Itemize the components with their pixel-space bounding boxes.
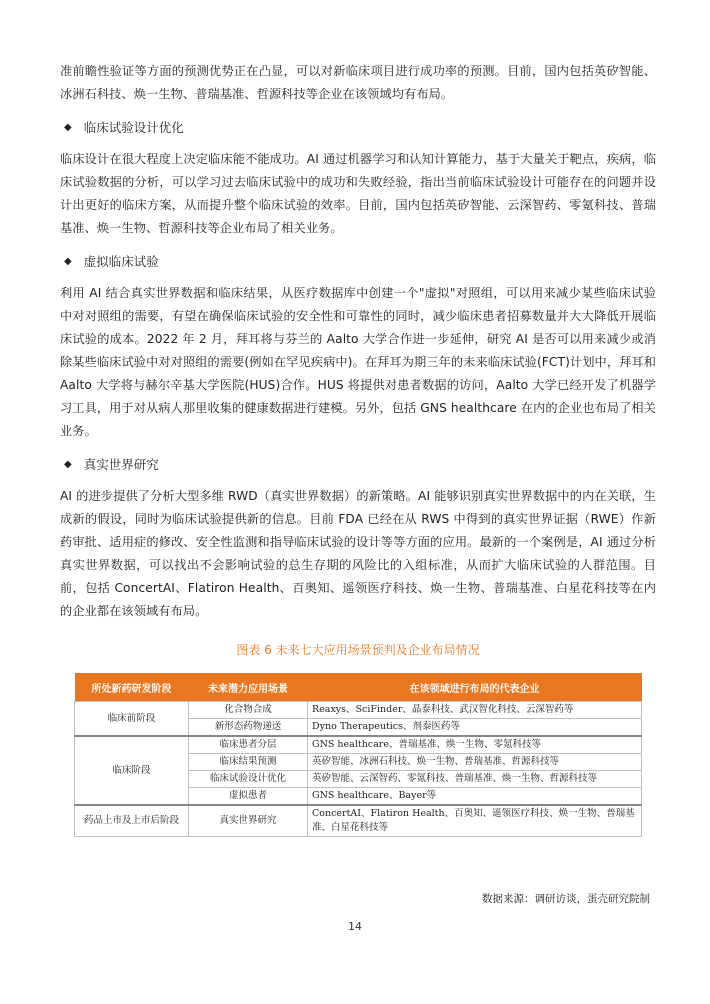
scene-cell: 真实世界研究	[189, 805, 308, 837]
table-header-row	[75, 673, 642, 702]
table-row	[75, 702, 642, 719]
companies-cell: Dyno Therapeutics、剂泰医药等	[308, 719, 642, 737]
heading-text: 虚拟临床试验	[83, 254, 159, 269]
companies-cell: 英矽智能、云深智药、零氪科技、普瑞基准、焕一生物、哲源科技等	[308, 771, 642, 788]
section-heading-virtual-trial	[60, 250, 656, 272]
paragraph-trial-design: 临床设计在很大程度上决定临床能不能成功。AI 通过机器学习和认知计算能力，基于大量关于靶点，疾病，临床试验数据的分析，可以学习过去临床试验中的成功和失败经验，指出当前临床试验设计可能存在的问题并设计出更好的临床方案，从而提升整个临床试验的效率。目前，国内包括英矽智能、云深智药、零氪科技、普瑞基准、焕一生物、哲源科技等企业布局了相关业务。	[60, 152, 656, 235]
scene-cell: 临床试验设计优化	[189, 771, 308, 788]
paragraph-virtual-trial: 利用 AI 结合真实世界数据和临床结果，从医疗数据库中创建一个"虚拟"对照组，可以用来减少某些临床试验中对对照组的需要，有望在确保临床试验的安全性和可靠性的同时，减少临床患者招募数量并大大降低开展临床试验的成本。2022 年 2 月，拜耳将与芬兰的 Aalto 大学合作进一步延伸，研究 AI 是否可以用来减少或消除某些临床试验中对对照组的需要(例如在罕见疾病中)。在拜耳为期三年的未来临床试验(FCT)计划中，拜耳和 Aalto 大学将与赫尔辛基大学医院(HUS)合作。HUS 将提供对患者数据的访问，Aalto 大学已经开发了机器学习工具，用于对从病人那里收集的健康数据进行建模。另外，包括 GNS healthcare 在内的企业也布局了相关业务。	[60, 286, 657, 438]
table-row	[75, 805, 642, 837]
header-cell-stage: 所处新药研发阶段	[75, 673, 189, 702]
companies-cell: GNS healthcare、普瑞基准、焕一生物、零氪科技等	[308, 736, 642, 754]
diamond-bullet-icon: ◆	[64, 255, 72, 267]
scene-cell: 临床结果预测	[189, 754, 308, 771]
page-content	[60, 60, 656, 837]
stage-cell-post-market: 药品上市及上市后阶段	[75, 805, 189, 837]
companies-cell: Reaxys、SciFinder、晶泰科技、武汉智化科技、云深智药等	[308, 702, 642, 719]
section-heading-real-world	[60, 453, 656, 475]
scene-cell: 新形态药物递送	[189, 719, 308, 737]
stage-cell-preclinical: 临床前阶段	[75, 702, 189, 737]
paragraph-prediction: 准前瞻性验证等方面的预测优势正在凸显，可以对新临床项目进行成功率的预测。目前，国内包括英矽智能、冰洲石科技、焕一生物、普瑞基准、哲源科技等企业在该领域均有布局。	[60, 64, 656, 101]
companies-cell: GNS healthcare、Bayer等	[308, 788, 642, 806]
paragraph-real-world: AI 的进步提供了分析大型多维 RWD（真实世界数据）的新策略。AI 能够识别真实世界数据中的内在关联，生成新的假设，同时为临床试验提供新的信息。目前 FDA 已经在从 RWS 中得到的真实世界证据（RWE）作新药审批、适用症的修改、安全性监测和指导临床试验的设计等等方面的应用。最新的一个案例是，AI 通过分析真实世界数据，可以找出不会影响试验的总生存期的风险比的入组标准，从而扩大临床试验的人群范围。目前，包括 ConcertAI、Flatiron Health、百奥知、遥领医疗科技、焕一生物、普瑞基准、白星花科技等在内的企业都在该领域有布局。	[60, 489, 656, 618]
section-heading-trial-design	[60, 116, 656, 138]
scene-cell: 化合物合成	[189, 702, 308, 719]
scene-cell: 虚拟患者	[189, 788, 308, 806]
scenario-table	[74, 673, 642, 837]
figure-caption: 图表 6 未来七大应用场景预判及企业布局情况	[236, 643, 480, 657]
header-cell-scene: 未来潜力应用场景	[189, 673, 308, 702]
companies-cell: ConcertAI、Flatiron Health、百奥知、遥领医疗科技、焕一生物、普瑞基准、白星花科技等	[308, 805, 642, 837]
stage-cell-clinical: 临床阶段	[75, 736, 189, 805]
scene-cell: 临床患者分层	[189, 736, 308, 754]
data-source-note: 数据来源：调研访谈，蛋壳研究院制	[482, 893, 650, 905]
heading-text: 临床试验设计优化	[83, 120, 184, 135]
companies-cell: 英矽智能、冰洲石科技、焕一生物、普瑞基准、哲源科技等	[308, 754, 642, 771]
page-number: 14	[348, 920, 362, 933]
table-row	[75, 736, 642, 754]
header-cell-companies: 在该领域进行布局的代表企业	[308, 673, 642, 702]
diamond-bullet-icon: ◆	[64, 121, 72, 133]
diamond-bullet-icon: ◆	[64, 458, 72, 470]
heading-text: 真实世界研究	[83, 457, 159, 472]
